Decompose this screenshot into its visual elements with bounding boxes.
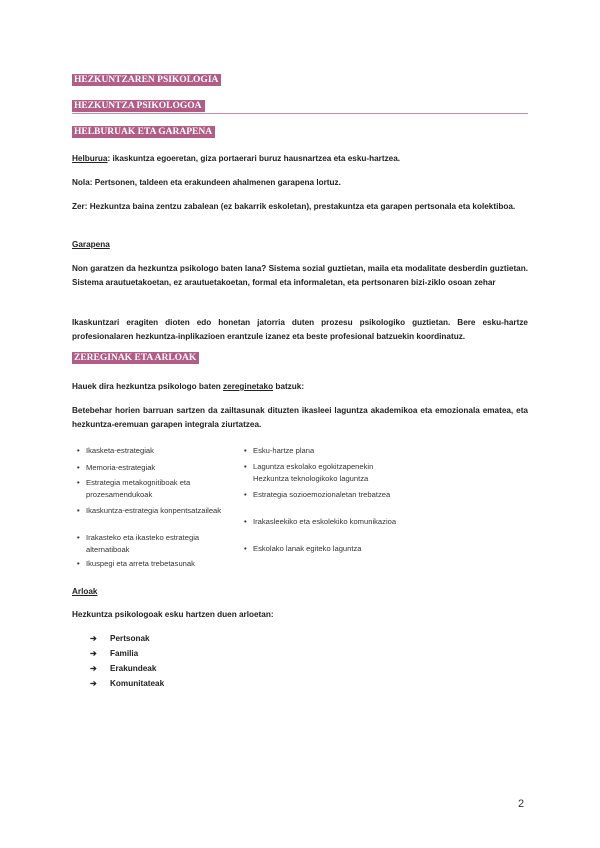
garapena-label-wrap — [72, 238, 528, 252]
list-item: • Irakasleekiko eta eskolekiko komunikazioa — [244, 517, 397, 526]
arrow-icon: ➔ — [90, 649, 97, 658]
list-item-text: Irakasteko eta ikasteko estrategia alternatiboak — [86, 533, 200, 554]
arrow-icon: ➔ — [90, 679, 97, 688]
list-item-text: Komunitateak — [110, 679, 165, 688]
list-item-text: Esku-hartze plana — [253, 446, 315, 455]
helburua-text: : ikaskuntza egoeretan, giza portaerari buruz hausnartzea eta esku-hartzea. — [107, 154, 401, 163]
list-item-text: Pertsonak — [110, 634, 150, 643]
zereginak-intro-pre: Hauek dira hezkuntza psikologo baten — [72, 382, 224, 391]
heading-hezkuntzaren-psikologia: HEZKUNTZAREN PSIKOLOGIA — [72, 74, 221, 86]
zereginak-intro-underlined: zereginetako — [223, 382, 274, 391]
list-item-text: Familia — [110, 649, 139, 658]
list-item-text: Irakasleekiko eta eskolekiko komunikazioa — [253, 517, 397, 526]
arrow-icon: ➔ — [90, 634, 97, 643]
heading-underline — [72, 113, 528, 114]
list-item: • Memoria-estrategiak — [77, 463, 156, 472]
list-item: • Ikuspegi eta arreta trebetasunak — [77, 559, 195, 568]
list-item-text: Memoria-estrategiak — [86, 463, 156, 472]
page-number: 2 — [518, 798, 525, 810]
garapena-paragraph-2: Ikaskuntzari eragiten dioten edo honetan jatorria duten prozesu psikologiko guztietan. Bere esku-hartze profesionalaren hezkuntza-inplikazioen erantzule izanez eta beste profesional batzuekin koordinatuz. — [72, 318, 528, 341]
zereginak-intro — [72, 380, 528, 394]
helburua-paragraph — [72, 152, 528, 166]
list-item: • Estrategia sozioemozionaletan trebatzea — [244, 490, 391, 499]
garapena-paragraph-1: Non garatzen da hezkuntza psikologo baten lana? Sistema sozial guztietan, maila eta modalitate desberdin guztietan. Sistema arautuetakoetan, ez arautuetakoetan, formal eta informaletan, eta pertsonaren bizi-ziklo osoan zehar — [72, 264, 528, 287]
list-item: • Eskolako lanak egiteko laguntza — [244, 544, 362, 553]
list-item: • Ikaskuntza-estrategia konpentsatzaileak — [77, 506, 222, 515]
list-item-text: Ikaskuntza-estrategia konpentsatzaileak — [86, 506, 222, 515]
zereginak-paragraph: Betebehar horien barruan sartzen da zailtasunak dituzten ikasleei laguntza akademikoa eta emozionala ematea, eta hezkuntza-eremuan garapen integrala ziurtatzea. — [72, 406, 528, 429]
list-item-text: Erakundeak — [110, 664, 157, 673]
list-item-text: Estrategia sozioemozionaletan trebatzea — [253, 490, 391, 499]
list-item-text: Estrategia metakognitiboak eta prozesamendukoak — [86, 478, 191, 499]
zereginak-intro-post: batzuk: — [273, 382, 305, 391]
list-item — [90, 678, 164, 688]
list-item: • Ikasketa-estrategiak — [77, 446, 154, 455]
list-item-text: Eskolako lanak egiteko laguntza — [253, 544, 362, 553]
list-item — [90, 663, 156, 673]
list-item: • Esku-hartze plana — [244, 446, 315, 455]
zer-paragraph: Zer: Hezkuntza baina zentzu zabalean (ez bakarrik eskoletan), prestakuntza eta garapen pertsonala eta kolektiboa. — [72, 202, 516, 211]
heading-hezkuntza-psikologoa: HEZKUNTZA PSIKOLOGOA — [72, 100, 205, 112]
list-item — [90, 633, 150, 643]
arrow-icon: ➔ — [90, 664, 97, 673]
heading-zereginak-eta-arloak: ZEREGINAK ETA ARLOAK — [72, 352, 199, 364]
list-item: • Irakasteko eta ikasteko estrategia alternatiboak — [77, 533, 200, 554]
arloak-intro: Hezkuntza psikologoak esku hartzen duen arloetan: — [72, 610, 274, 619]
garapena-label: Garapena — [72, 240, 110, 249]
list-item: • Estrategia metakognitiboak eta prozesamendukoak — [77, 478, 191, 499]
list-item — [90, 648, 138, 658]
list-item: • Laguntza eskolako egokitzapenekin Hezkuntza teknologikoko laguntza — [244, 462, 374, 483]
list-item-text: Laguntza eskolako egokitzapenekin Hezkuntza teknologikoko laguntza — [253, 462, 374, 483]
heading-helburuak-eta-garapena: HELBURUAK ETA GARAPENA — [72, 126, 215, 138]
arloak-label-wrap — [72, 585, 528, 599]
nola-paragraph: Nola: Pertsonen, taldeen eta erakundeen ahalmenen garapena lortuz. — [72, 178, 341, 187]
list-item-text: Ikasketa-estrategiak — [86, 446, 154, 455]
helburua-label: Helburua — [72, 154, 108, 163]
list-item-text: Ikuspegi eta arreta trebetasunak — [86, 559, 195, 568]
arloak-label: Arloak — [72, 587, 98, 596]
